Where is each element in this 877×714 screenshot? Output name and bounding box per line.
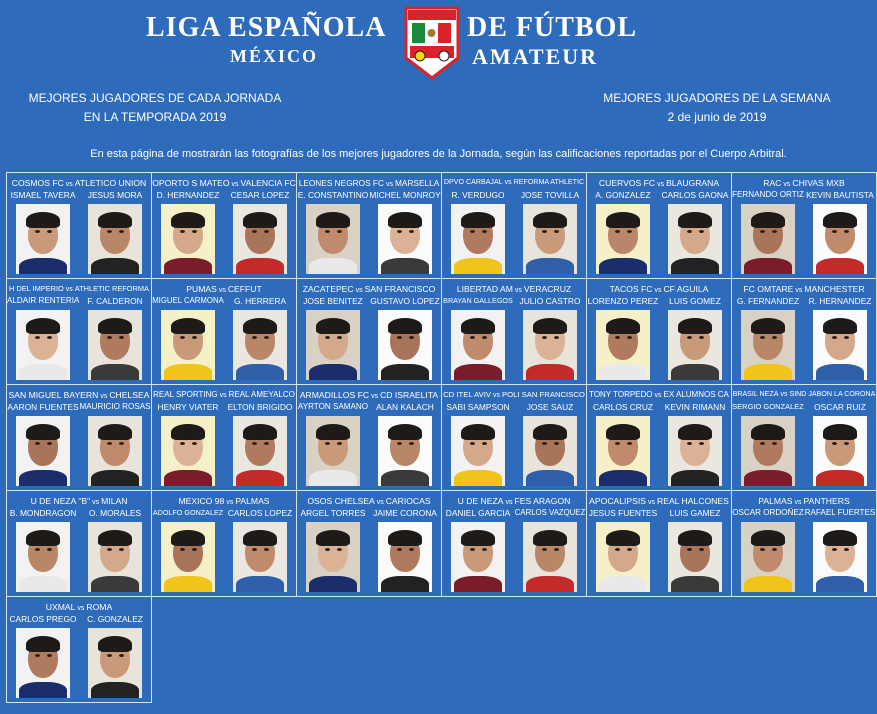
player-name: A. GONZALEZ — [595, 190, 651, 200]
match-card — [441, 384, 587, 491]
player-names — [152, 190, 296, 200]
player-photos — [7, 416, 151, 486]
player-name: MIGUEL CARMONA — [152, 296, 224, 305]
player-names — [587, 296, 731, 306]
away-team: REAL HALCONES — [657, 496, 729, 506]
home-team: MEXICO 98 — [178, 496, 225, 506]
match-card — [6, 490, 152, 597]
vs-label: vs — [231, 181, 239, 188]
home-team: OPORTO S MATEO — [152, 178, 230, 188]
vs-label: vs — [505, 499, 513, 506]
player-photos — [442, 522, 586, 592]
away-team: POLI SAN FRANCISCO — [501, 390, 585, 399]
away-team: MILAN — [101, 496, 128, 506]
match-card — [296, 384, 442, 491]
player-names — [587, 508, 731, 518]
away-team: ROMA — [86, 602, 113, 612]
player-photo — [813, 310, 867, 380]
week-heading — [582, 89, 852, 127]
player-names — [297, 508, 441, 518]
home-team: CD ITEL AVIV — [443, 390, 491, 399]
player-name: HENRY VIATER — [157, 402, 219, 412]
home-team: U DE NEZA "B" — [30, 496, 91, 506]
match-title — [587, 496, 731, 506]
player-name: ALDAIR RENTERIA — [7, 296, 79, 305]
player-photos — [7, 628, 151, 698]
player-names — [442, 296, 586, 306]
player-names — [7, 296, 151, 306]
home-team: UXMAL — [45, 602, 76, 612]
vs-label: vs — [492, 392, 500, 399]
week-heading-line1: MEJORES JUGADORES DE LA SEMANA — [603, 91, 831, 105]
player-photo — [451, 522, 505, 592]
player-photos — [732, 204, 876, 274]
player-photo — [378, 522, 432, 592]
match-card — [586, 278, 732, 385]
league-crest-logo — [404, 6, 460, 80]
player-photos — [297, 204, 441, 274]
player-photos — [587, 204, 731, 274]
player-photo — [741, 204, 795, 274]
match-title — [7, 390, 151, 400]
vs-label: vs — [654, 392, 662, 399]
player-names — [7, 402, 151, 412]
vs-label: vs — [376, 499, 384, 506]
player-photo — [813, 416, 867, 486]
match-title — [442, 284, 586, 294]
match-title — [152, 178, 296, 188]
player-photos — [152, 204, 296, 274]
player-photo — [523, 204, 577, 274]
match-title — [152, 284, 296, 294]
home-team: SAN MIGUEL BAYERN — [8, 390, 99, 400]
player-photo — [378, 416, 432, 486]
player-photo — [88, 628, 142, 698]
player-names — [152, 508, 296, 518]
player-photo — [88, 416, 142, 486]
vs-label: vs — [92, 499, 100, 506]
player-photo — [378, 310, 432, 380]
away-team: CHELSEA — [109, 390, 150, 400]
home-team: ARMADILLOS FC — [299, 390, 370, 400]
player-photo — [451, 204, 505, 274]
match-title — [7, 602, 151, 612]
vs-label: vs — [355, 287, 363, 294]
vs-label: vs — [783, 181, 791, 188]
home-team: PUMAS — [186, 284, 217, 294]
home-team: TONY TORPEDO — [589, 390, 653, 399]
league-title-left: LIGA ESPAÑOLA — [146, 12, 387, 43]
player-name: ALAN KALACH — [376, 402, 434, 412]
away-team: SAN FRANCISCO — [364, 284, 436, 294]
player-photo — [451, 310, 505, 380]
player-names — [442, 402, 586, 412]
match-card — [151, 172, 297, 279]
player-photo — [161, 416, 215, 486]
player-name: JESUS MORA — [87, 190, 143, 200]
away-team: REFORMA ATHLETIC — [513, 178, 585, 186]
player-names — [442, 190, 586, 200]
away-team: CF AGUILA — [663, 284, 709, 294]
away-team: CARIOCAS — [385, 496, 431, 506]
player-photos — [732, 522, 876, 592]
player-names — [7, 190, 151, 200]
player-name: FERNANDO ORTIZ — [732, 190, 804, 199]
player-photos — [732, 416, 876, 486]
player-name: CESAR LOPEZ — [230, 190, 290, 200]
vs-label: vs — [100, 393, 108, 400]
player-name: DANIEL GARCIA — [445, 508, 511, 518]
player-photo — [451, 416, 505, 486]
player-name: MAURICIO ROSAS — [79, 402, 151, 411]
match-card — [441, 490, 587, 597]
player-photo — [596, 204, 650, 274]
home-team: LEONES NEGROS FC — [298, 178, 384, 188]
home-team: DPVO CARBAJAL — [443, 178, 503, 186]
match-card — [586, 172, 732, 279]
player-name: AARON FUENTES — [7, 402, 79, 412]
player-name: LUIS GOMEZ — [669, 296, 721, 306]
player-name: JOSE SAUZ — [526, 402, 574, 412]
season-heading-line2: EN LA TEMPORADA 2019 — [83, 110, 227, 124]
player-names — [587, 402, 731, 412]
player-photo — [88, 522, 142, 592]
home-team: FC OMTARE — [743, 284, 794, 294]
player-name: G. FERNANDEZ — [736, 296, 800, 306]
player-photo — [668, 416, 722, 486]
player-names — [152, 296, 296, 306]
match-title — [732, 178, 876, 188]
player-photo — [741, 522, 795, 592]
player-name: OSCAR ORDOÑEZ — [732, 508, 804, 517]
player-photos — [152, 310, 296, 380]
away-team: VERACRUZ — [523, 284, 572, 294]
player-name: ADOLFO GONZALEZ — [152, 508, 224, 517]
away-team: MARSELLA — [395, 178, 440, 188]
vs-label: vs — [648, 499, 656, 506]
player-photo — [596, 310, 650, 380]
player-photo — [16, 310, 70, 380]
home-team: RAC — [763, 178, 782, 188]
player-photos — [297, 522, 441, 592]
vs-label: vs — [514, 287, 522, 294]
player-name: ISMAEL TAVERA — [10, 190, 76, 200]
match-title — [442, 496, 586, 506]
match-title — [732, 496, 876, 506]
player-name: ARGEL TORRES — [300, 508, 366, 518]
vs-label: vs — [219, 392, 227, 399]
player-names — [297, 190, 441, 200]
match-title — [587, 390, 731, 399]
match-card — [296, 278, 442, 385]
match-card — [296, 172, 442, 279]
home-team: CUERVOS FC — [598, 178, 656, 188]
player-name: LUIS GAMEZ — [669, 508, 721, 518]
match-card — [441, 172, 587, 279]
player-photos — [152, 416, 296, 486]
player-name: JULIO CASTRO — [519, 296, 581, 306]
player-photo — [306, 310, 360, 380]
player-photo — [233, 416, 287, 486]
player-photos — [7, 310, 151, 380]
player-name: GUSTAVO LOPEZ — [370, 296, 440, 306]
match-title — [587, 178, 731, 188]
player-photo — [306, 522, 360, 592]
player-name: AYRTON SAMANO — [297, 402, 369, 411]
match-card — [441, 278, 587, 385]
match-title — [7, 284, 151, 293]
away-team: PANTHERS — [803, 496, 850, 506]
player-name: JOSE BENITEZ — [303, 296, 363, 306]
match-card — [6, 596, 152, 703]
match-card — [151, 490, 297, 597]
player-photo — [233, 204, 287, 274]
player-photo — [88, 310, 142, 380]
player-name: SERGIO GONZALEZ — [732, 402, 804, 411]
player-name: JESUS FUENTES — [588, 508, 658, 518]
player-photos — [587, 522, 731, 592]
player-photo — [233, 310, 287, 380]
player-names — [442, 508, 586, 518]
away-team: MANCHESTER — [804, 284, 865, 294]
home-team: U DE NEZA — [457, 496, 504, 506]
player-names — [297, 296, 441, 306]
player-photos — [152, 522, 296, 592]
player-photo — [668, 310, 722, 380]
player-names — [732, 508, 876, 517]
player-photo — [16, 204, 70, 274]
home-team: PALMAS — [758, 496, 793, 506]
away-team: CHIVAS MXB — [792, 178, 845, 188]
player-names — [7, 614, 151, 624]
vs-label: vs — [65, 181, 73, 188]
player-names — [732, 190, 876, 200]
vs-label: vs — [226, 499, 234, 506]
vs-label: vs — [218, 287, 226, 294]
player-photo — [596, 416, 650, 486]
vs-label: vs — [780, 391, 788, 398]
player-name: SABI SAMPSON — [446, 402, 510, 412]
away-team: SIND JABON LA CORONA — [789, 390, 876, 398]
player-photo — [523, 310, 577, 380]
player-photo — [161, 310, 215, 380]
player-name: LORENZO PEREZ — [587, 296, 659, 306]
player-photos — [732, 310, 876, 380]
player-photo — [523, 522, 577, 592]
player-photos — [442, 204, 586, 274]
match-title — [297, 178, 441, 188]
player-photos — [7, 522, 151, 592]
home-team: REAL SPORTING — [153, 390, 218, 399]
vs-label: vs — [386, 181, 393, 188]
player-names — [7, 508, 151, 518]
player-name: CARLOS CRUZ — [592, 402, 654, 412]
player-photos — [442, 310, 586, 380]
player-photo — [378, 204, 432, 274]
player-photo — [306, 204, 360, 274]
home-team: H DEL IMPERIO — [9, 284, 64, 293]
player-names — [297, 402, 441, 412]
player-photo — [741, 416, 795, 486]
match-title — [297, 284, 441, 294]
player-photo — [16, 416, 70, 486]
player-photo — [813, 204, 867, 274]
player-name: BRAYAN GALLEGOS — [443, 296, 513, 305]
player-name: R. HERNANDEZ — [808, 296, 872, 306]
player-name: O. MORALES — [88, 508, 142, 518]
player-name: G. HERRERA — [233, 296, 287, 306]
match-card — [731, 490, 877, 597]
vs-label: vs — [504, 179, 512, 186]
player-names — [732, 296, 876, 306]
player-name: OSCAR RUIZ — [814, 402, 866, 412]
player-name: CARLOS PREGO — [9, 614, 77, 624]
away-team: ATLETICO UNION — [74, 178, 147, 188]
player-photo — [668, 522, 722, 592]
match-title — [7, 496, 151, 506]
player-name: KEVIN RIMANN — [664, 402, 726, 412]
player-name: ELTON BRIGIDO — [227, 402, 293, 412]
player-name: D. HERNANDEZ — [156, 190, 220, 200]
player-names — [732, 402, 876, 412]
vs-label: vs — [657, 181, 665, 188]
match-card — [151, 384, 297, 491]
home-team: TACOS FC — [609, 284, 653, 294]
league-subtitle-right: AMATEUR — [472, 44, 599, 69]
player-name: CARLOS GAONA — [661, 190, 729, 200]
match-card — [296, 490, 442, 597]
match-title — [297, 496, 441, 506]
intro-text: En esta página de mostrarán las fotografías de los mejores jugadores de la Jornada, según las calificaciones reportadas por el Cuerpo Arbitral. — [90, 148, 787, 160]
away-team: REAL AMEYALCO — [228, 390, 295, 399]
home-team: COSMOS FC — [11, 178, 64, 188]
match-title — [152, 390, 296, 399]
match-card — [151, 278, 297, 385]
match-title — [732, 390, 876, 398]
player-photo — [813, 522, 867, 592]
away-team: BLAUGRANA — [666, 178, 720, 188]
away-team: VALENCIA FC — [240, 178, 296, 188]
match-card — [586, 490, 732, 597]
match-card — [6, 384, 152, 491]
player-photos — [7, 204, 151, 274]
vs-label: vs — [371, 393, 379, 400]
home-team: OSOS CHELSEA — [307, 496, 375, 506]
match-title — [587, 284, 731, 294]
player-name: F. CALDERON — [87, 296, 143, 306]
player-photo — [741, 310, 795, 380]
league-subtitle-left: MÉXICO — [230, 46, 318, 66]
player-name: R. VERDUGO — [451, 190, 505, 200]
player-photo — [88, 204, 142, 274]
player-photo — [523, 416, 577, 486]
player-name: C. GONZALEZ — [87, 614, 143, 624]
player-names — [587, 190, 731, 200]
home-team: LIBERTAD AM — [456, 284, 513, 294]
away-team: ATHLETIC REFORMA — [74, 284, 149, 293]
player-name: KEVIN BAUTISTA — [806, 190, 874, 200]
match-title — [7, 178, 151, 188]
league-title-right: DE FÚTBOL — [467, 12, 638, 43]
player-photos — [442, 416, 586, 486]
home-team: ZACATEPEC — [302, 284, 354, 294]
season-heading — [20, 89, 290, 127]
player-names — [152, 402, 296, 412]
vs-label: vs — [65, 286, 73, 293]
match-title — [732, 284, 876, 294]
vs-label: vs — [77, 605, 85, 612]
player-name: CARLOS LOPEZ — [227, 508, 293, 518]
away-team: CEFFUT — [227, 284, 262, 294]
player-photo — [161, 204, 215, 274]
home-team: APOCALIPSIS — [589, 496, 647, 506]
home-team: BRASIL NEZA — [732, 390, 779, 398]
player-name: JOSE TOVILLA — [520, 190, 580, 200]
player-name: B. MONDRAGON — [9, 508, 77, 518]
player-name: JAIME CORONA — [373, 508, 437, 518]
player-photos — [297, 310, 441, 380]
match-title — [152, 496, 296, 506]
vs-label: vs — [654, 287, 662, 294]
match-card — [731, 384, 877, 491]
player-photo — [161, 522, 215, 592]
match-card — [731, 172, 877, 279]
away-team: PALMAS — [235, 496, 270, 506]
player-photo — [668, 204, 722, 274]
match-card — [6, 172, 152, 279]
players-grid — [6, 172, 876, 702]
player-photo — [233, 522, 287, 592]
player-photo — [16, 522, 70, 592]
season-heading-line1: MEJORES JUGADORES DE CADA JORNADA — [28, 91, 282, 105]
match-title — [442, 390, 586, 399]
player-name: RAFAEL FUERTES — [804, 508, 876, 517]
match-title — [297, 390, 441, 400]
player-photo — [16, 628, 70, 698]
vs-label: vs — [794, 499, 802, 506]
player-photo — [306, 416, 360, 486]
match-card — [586, 384, 732, 491]
player-photo — [596, 522, 650, 592]
match-card — [6, 278, 152, 385]
match-title — [442, 178, 586, 186]
week-date: 2 de junio de 2019 — [667, 110, 767, 124]
player-name: E. CONSTANTINO — [297, 190, 369, 200]
away-team: EX ALUMNOS CA — [663, 390, 729, 399]
away-team: FES ARAGON — [514, 496, 571, 506]
player-photos — [587, 416, 731, 486]
vs-label: vs — [795, 287, 803, 294]
player-photos — [587, 310, 731, 380]
away-team: CD ISRAELITA — [380, 390, 439, 400]
player-photos — [297, 416, 441, 486]
player-name: CARLOS VAZQUEZ — [514, 508, 586, 517]
match-card — [731, 278, 877, 385]
player-name: MICHEL MONROY — [369, 190, 441, 200]
